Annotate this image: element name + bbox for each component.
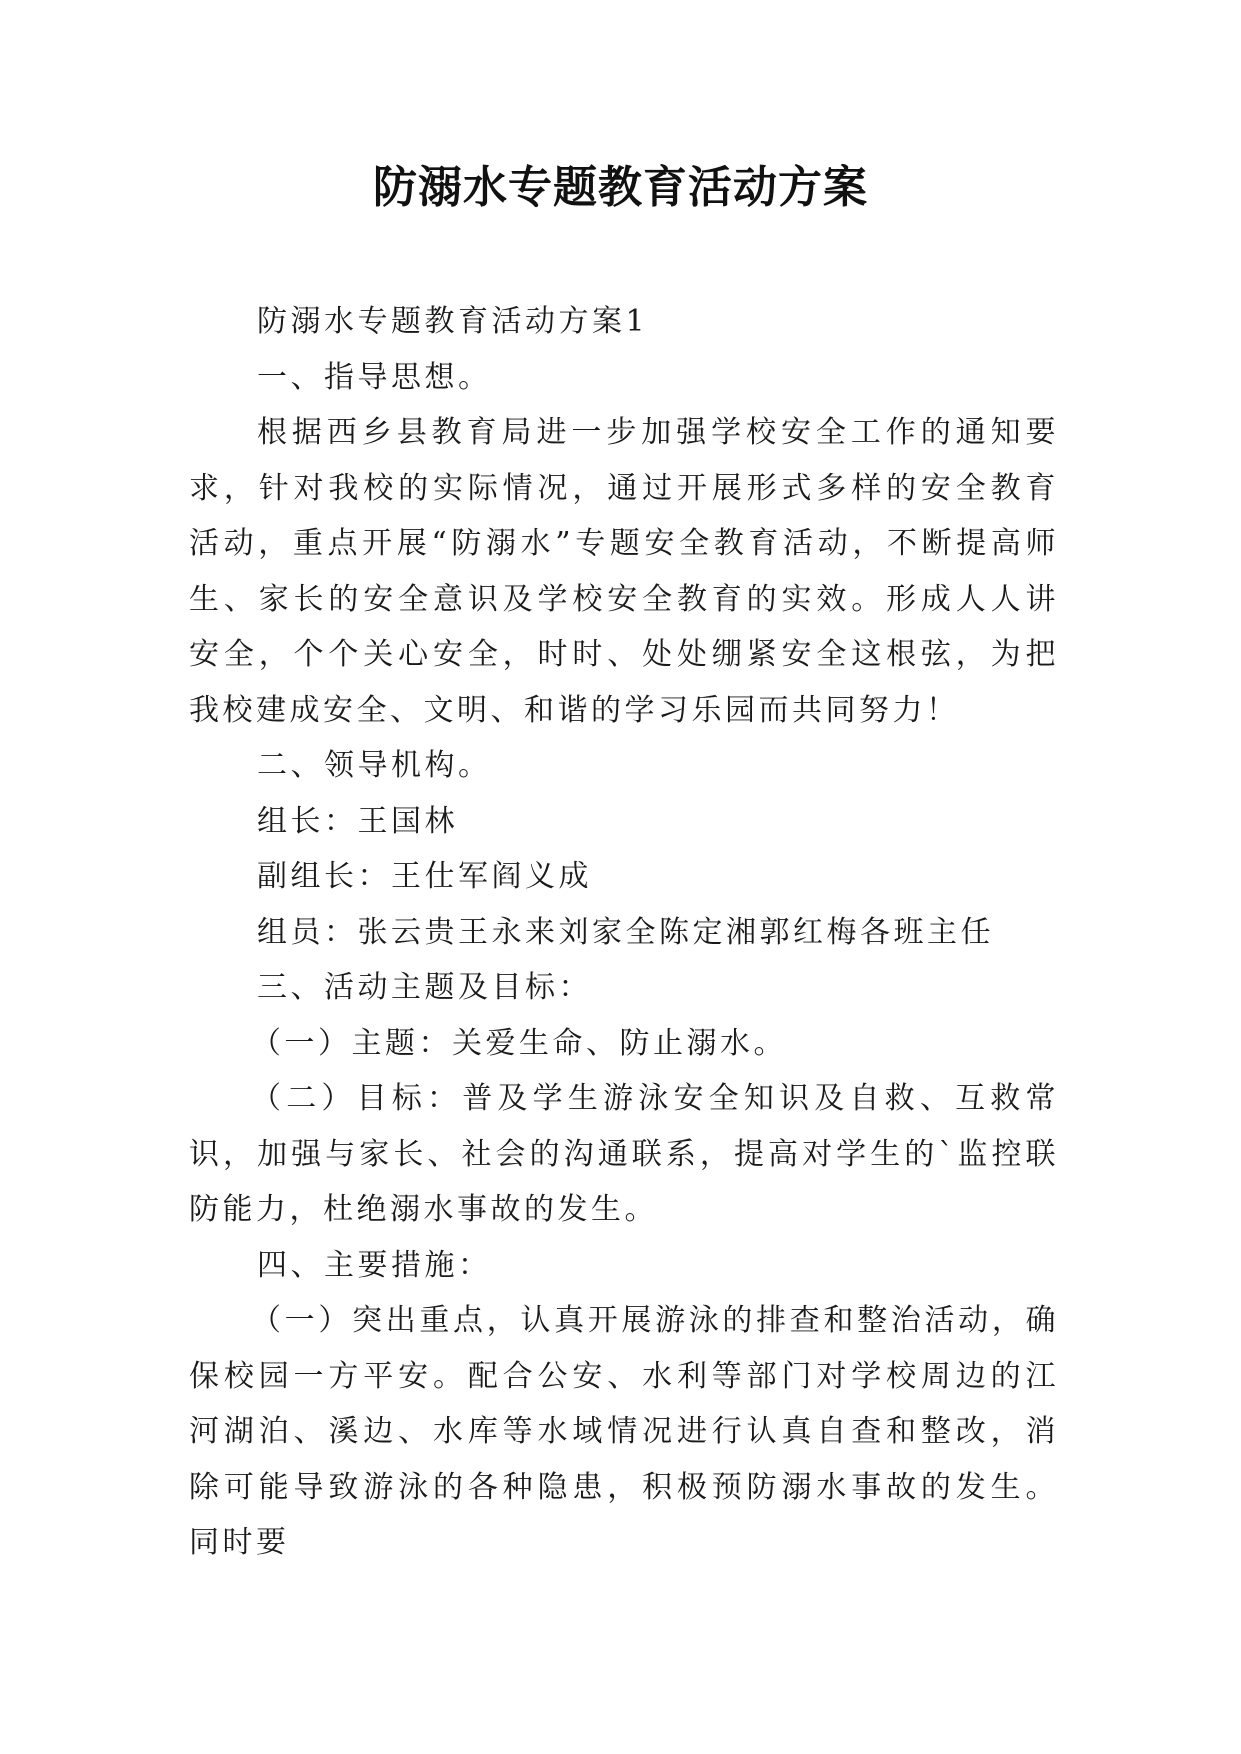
measures-paragraph-1: （一）突出重点，认真开展游泳的排查和整治活动，确保校园一方平安。配合公安、水利等部门对学校周边的江河湖泊、溪边、水库等水域情况进行认真自查和整改，消除可能导致游泳的各种隐患，积极预防溺水事故的发生。同时要	[189, 1303, 1059, 1560]
section-heading-guiding-ideology: 一、指导思想。	[257, 359, 492, 395]
goals-paragraph: （二）目标：普及学生游泳安全知识及自救、互救常识，加强与家长、社会的沟通联系，提高对学生的`监控联防能力，杜绝溺水事故的发生。	[189, 1081, 1059, 1227]
leader-line: 组长：王国林	[257, 803, 458, 839]
paragraph-guiding-ideology: 根据西乡县教育局进一步加强学校安全工作的通知要求，针对我校的实际情况，通过开展形式多样的安全教育活动，重点开展“防溺水”专题安全教育活动，不断提高师生、家长的安全意识及学校安全教育的实效。形成人人讲安全，个个关心安全，时时、处处绷紧安全这根弦，为把我校建成安全、文明、和谐的学习乐园而共同努力！	[189, 415, 1059, 728]
theme-line: （一）主题：关爱生命、防止溺水。	[251, 1025, 787, 1061]
members-line: 组员：张云贵王永来刘家全陈定湘郭红梅各班主任	[257, 914, 994, 950]
document-body	[189, 294, 1059, 1571]
deputy-leader-line: 副组长：王仕军阎义成	[257, 859, 592, 894]
document-title: 防溺水专题教育活动方案	[373, 162, 868, 213]
section-heading-plan-1: 防溺水专题教育活动方案1	[257, 304, 649, 339]
section-heading-main-measures: 四、主要措施：	[257, 1247, 492, 1283]
section-heading-theme-goals: 三、活动主题及目标：	[257, 970, 592, 1005]
section-heading-leadership: 二、领导机构。	[257, 748, 492, 783]
